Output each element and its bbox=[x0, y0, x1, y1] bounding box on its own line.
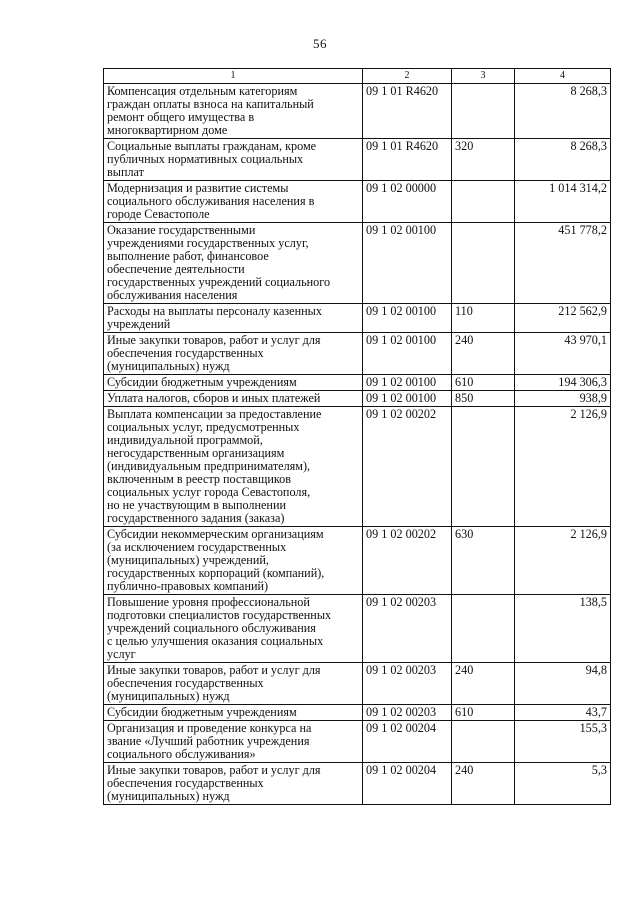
row-expense-type bbox=[452, 84, 515, 139]
row-code: 09 1 02 00202 bbox=[363, 527, 452, 595]
row-name: Иные закупки товаров, работ и услуг для обеспечения государственных (муниципальных) нужд bbox=[104, 333, 363, 375]
row-expense-type: 240 bbox=[452, 663, 515, 705]
row-name: Иные закупки товаров, работ и услуг для обеспечения государственных (муниципальных) нужд bbox=[104, 663, 363, 705]
row-code: 09 1 02 00100 bbox=[363, 375, 452, 391]
row-amount: 5,3 bbox=[515, 763, 611, 805]
row-code: 09 1 02 00000 bbox=[363, 181, 452, 223]
row-expense-type: 320 bbox=[452, 139, 515, 181]
row-expense-type: 850 bbox=[452, 391, 515, 407]
table-header-row bbox=[104, 69, 611, 84]
row-amount: 938,9 bbox=[515, 391, 611, 407]
table-row bbox=[104, 763, 611, 805]
row-amount: 155,3 bbox=[515, 721, 611, 763]
row-name: Уплата налогов, сборов и иных платежей bbox=[104, 391, 363, 407]
row-code: 09 1 02 00100 bbox=[363, 304, 452, 333]
table-row bbox=[104, 223, 611, 304]
row-code: 09 1 02 00203 bbox=[363, 663, 452, 705]
row-code: 09 1 02 00202 bbox=[363, 407, 452, 527]
table-row bbox=[104, 663, 611, 705]
row-name: Выплата компенсации за предоставление социальных услуг, предусмотренных индивидуальной программой, негосударственным организациям (индивидуальным предпринимателям), включенным в реестр поставщиков социальных услуг города Севастополя, но не участвующим в выполнении государственного задания (заказа) bbox=[104, 407, 363, 527]
header-col-1: 1 bbox=[104, 69, 363, 84]
row-expense-type: 240 bbox=[452, 763, 515, 805]
row-amount: 94,8 bbox=[515, 663, 611, 705]
row-code: 09 1 01 R4620 bbox=[363, 139, 452, 181]
table-row bbox=[104, 139, 611, 181]
row-expense-type bbox=[452, 721, 515, 763]
budget-table bbox=[103, 68, 611, 805]
row-amount: 451 778,2 bbox=[515, 223, 611, 304]
row-expense-type bbox=[452, 407, 515, 527]
row-name: Субсидии некоммерческим организациям (за исключением государственных (муниципальных) учреждений, государственных корпораций (компаний), публично-правовых компаний) bbox=[104, 527, 363, 595]
header-col-3: 3 bbox=[452, 69, 515, 84]
row-name: Повышение уровня профессиональной подготовки специалистов государственных учреждений социального обслуживания с целью улучшения оказания социальных услуг bbox=[104, 595, 363, 663]
row-expense-type: 630 bbox=[452, 527, 515, 595]
row-name: Организация и проведение конкурса на звание «Лучший работник учреждения социального обслуживания» bbox=[104, 721, 363, 763]
row-expense-type: 610 bbox=[452, 705, 515, 721]
row-name: Оказание государственными учреждениями государственных услуг, выполнение работ, финансовое обеспечение деятельности государственных учреждений социального обслуживания населения bbox=[104, 223, 363, 304]
row-amount: 43,7 bbox=[515, 705, 611, 721]
table-row bbox=[104, 705, 611, 721]
row-name: Субсидии бюджетным учреждениям bbox=[104, 705, 363, 721]
row-name: Модернизация и развитие системы социального обслуживания населения в городе Севастополе bbox=[104, 181, 363, 223]
table-row bbox=[104, 391, 611, 407]
table-row bbox=[104, 407, 611, 527]
row-amount: 2 126,9 bbox=[515, 407, 611, 527]
row-name: Социальные выплаты гражданам, кроме публичных нормативных социальных выплат bbox=[104, 139, 363, 181]
row-name: Иные закупки товаров, работ и услуг для обеспечения государственных (муниципальных) нужд bbox=[104, 763, 363, 805]
row-amount: 2 126,9 bbox=[515, 527, 611, 595]
row-code: 09 1 02 00203 bbox=[363, 595, 452, 663]
table-row bbox=[104, 333, 611, 375]
row-amount: 212 562,9 bbox=[515, 304, 611, 333]
row-amount: 194 306,3 bbox=[515, 375, 611, 391]
row-code: 09 1 02 00204 bbox=[363, 721, 452, 763]
row-code: 09 1 02 00204 bbox=[363, 763, 452, 805]
table-row bbox=[104, 527, 611, 595]
row-amount: 1 014 314,2 bbox=[515, 181, 611, 223]
table-row bbox=[104, 595, 611, 663]
row-expense-type: 240 bbox=[452, 333, 515, 375]
table-row bbox=[104, 721, 611, 763]
row-code: 09 1 02 00100 bbox=[363, 333, 452, 375]
row-expense-type: 610 bbox=[452, 375, 515, 391]
row-code: 09 1 02 00100 bbox=[363, 391, 452, 407]
row-name: Расходы на выплаты персоналу казенных учреждений bbox=[104, 304, 363, 333]
row-name: Субсидии бюджетным учреждениям bbox=[104, 375, 363, 391]
row-code: 09 1 02 00203 bbox=[363, 705, 452, 721]
row-expense-type bbox=[452, 595, 515, 663]
page-number: 56 bbox=[313, 36, 327, 51]
row-amount: 8 268,3 bbox=[515, 84, 611, 139]
row-expense-type: 110 bbox=[452, 304, 515, 333]
row-amount: 8 268,3 bbox=[515, 139, 611, 181]
table-row bbox=[104, 304, 611, 333]
table-row bbox=[104, 84, 611, 139]
header-col-4: 4 bbox=[515, 69, 611, 84]
table-row bbox=[104, 181, 611, 223]
row-amount: 138,5 bbox=[515, 595, 611, 663]
row-expense-type bbox=[452, 223, 515, 304]
row-code: 09 1 01 R4620 bbox=[363, 84, 452, 139]
row-amount: 43 970,1 bbox=[515, 333, 611, 375]
table-row bbox=[104, 375, 611, 391]
header-col-2: 2 bbox=[363, 69, 452, 84]
row-code: 09 1 02 00100 bbox=[363, 223, 452, 304]
row-expense-type bbox=[452, 181, 515, 223]
row-name: Компенсация отдельным категориям граждан оплаты взноса на капитальный ремонт общего имущества в многоквартирном доме bbox=[104, 84, 363, 139]
